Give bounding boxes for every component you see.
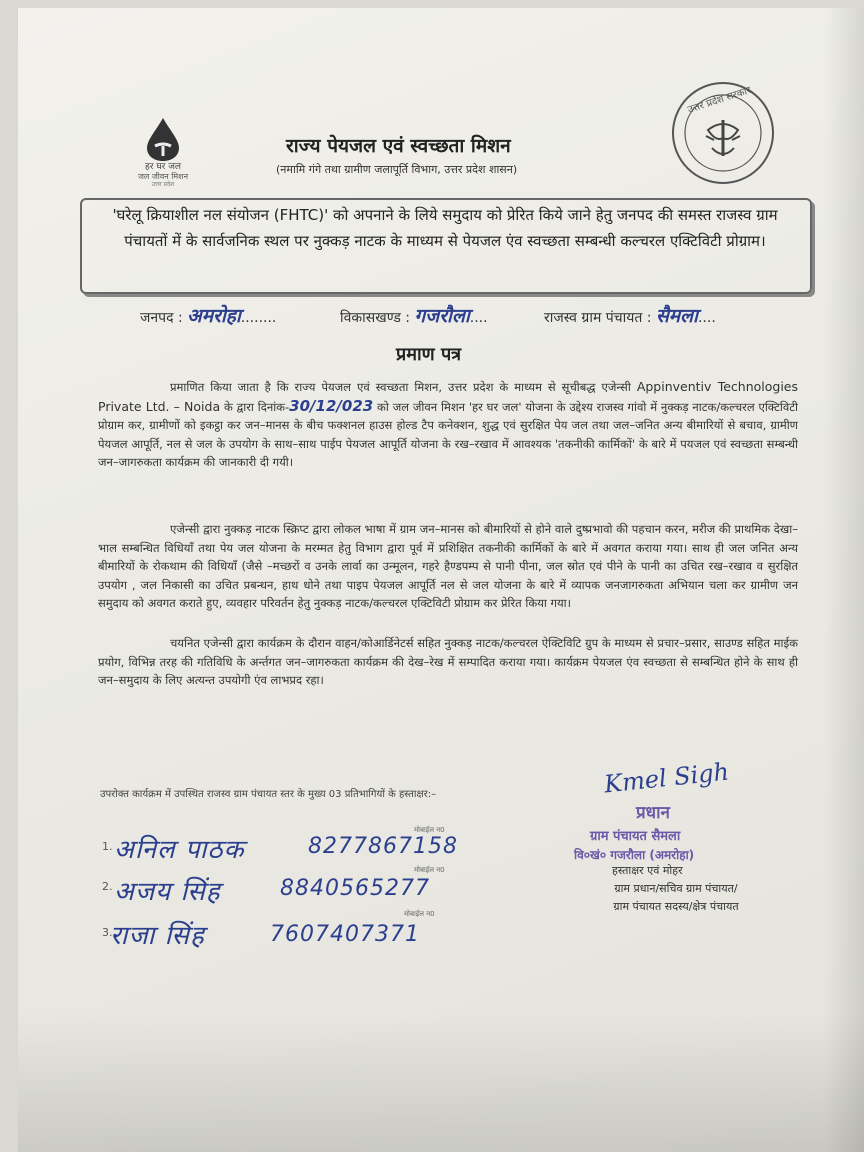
panchayat-value: सैमला — [655, 305, 698, 327]
participant-name-3: राजा सिंह — [110, 921, 205, 951]
para1-body: को जल जीवन मिशन 'हर घर जल' योजना के उद्देश्य राजस्व गांवो में नुक्कड़ नाटक/कल्चरल एक्टिविटी प्रोग्राम कर, ग्रामीणों को इकट्ठा कर जन–मानस के बीच फक्शनल हाउस होल्ड टैप कनेक्शन, शुद्ध एवं सुरक्षित पेय जल तथा जल–जनित अन्य बीमारियों से बचाव, ग्रामीण पेयजल आपूर्ति, नल से जल के उपयोग के साथ–साथ पाईप पेयजल आपूर्ति योजना के रख–रखाव में आवश्यक 'तकनीकी कार्मिकों' के बारे में पयजल एवं स्वच्छता सम्बन्धी जन–जागरुकता कार्यक्रम की जानकारी दी गयी। — [98, 399, 799, 470]
paragraph-3 — [98, 634, 798, 690]
date-value: 30/12/023 — [289, 396, 374, 415]
program-box-text: 'घरेलू क्रियाशील नल संयोजन (FHTC)' को अपनाने के लिये समुदाय को प्रेरित किये जाने हेतु जनपद की समस्त राजस्व ग्राम पंचायतों में के सार्वजनिक स्थल पर नुक्कड़ नाटक के माध्यम से पेयजल एंव स्वच्छता सम्बन्धी कल्चरल एक्टिविटी प्रोग्राम। — [112, 206, 778, 250]
panchayat-field — [544, 302, 716, 328]
mission-subtitle: (नमामि गंगे तथा ग्रामीण जलापूर्ति विभाग, उत्तर प्रदेश शासन) — [276, 163, 518, 176]
stamp-pradhan: प्रधान — [636, 803, 670, 823]
pradhan-signature: Kmel Sigh — [602, 757, 731, 799]
block-value: गजरौला — [414, 305, 470, 327]
district-dots: ........ — [240, 310, 277, 326]
participant-phone-1: 8277867158 — [308, 834, 458, 859]
seal-text: उत्तर प्रदेश सरकार — [686, 85, 753, 116]
logo-text-1: हर घर जल — [145, 162, 181, 172]
para1-intro: प्रमाणित किया जाता है कि राज्य पेयजल एवं स्वच्छता मिशन, उत्तर प्रदेश के माध्यम से सूचीबद्ध एजेन्सी — [170, 380, 631, 394]
participant-phone-3: 7607407371 — [270, 922, 420, 947]
page-shadow-right — [824, 8, 864, 1152]
block-dots: .... — [469, 310, 488, 326]
block-field — [340, 302, 488, 328]
panchayat-label: राजस्व ग्राम पंचायत : — [544, 310, 652, 326]
stamp-address: वि०खं० गजरौला (अमरोहा) — [574, 848, 695, 862]
water-drop-icon — [141, 116, 185, 162]
block-label: विकासखण्ड : — [340, 310, 411, 326]
participant-num-3: 3. — [102, 926, 113, 939]
page-shadow-bottom — [18, 1012, 864, 1152]
roles-line-1: ग्राम प्रधान/सचिव ग्राम पंचायत/ — [614, 882, 738, 895]
paragraph-1 — [98, 378, 798, 472]
agency-name: Appinventiv Technologies Private Ltd. – Noida — [98, 379, 799, 414]
stamp-office: ग्राम पंचायत सैमला — [590, 829, 681, 844]
para3-body: चयनित एजेन्सी द्वारा कार्यक्रम के दौरान वाहन/कोआर्डिनेटर्स सहित नुक्कड़ नाटक/कल्चरल ऐक्टिविटि ग्रुप के माध्यम से प्रचार–प्रसार, साउण्ड सहित माईक प्रयोग, विभिन्न तरह की गतिविधि के अर्न्तगत जन–जागरुकता कार्यक्रम की देख–रेख में सम्पादित कराया गया। कार्यक्रम पेयजल एंव स्वच्छता से सम्बन्धित होने के साथ ही जन–समुदाय के लिए अत्यन्त उपयोगी एंव लाभप्रद रहा। — [98, 636, 798, 688]
mobile-label-2: मोबाईल न0 — [414, 866, 445, 874]
document-page — [18, 8, 864, 1152]
signatory-roles — [566, 880, 786, 916]
mobile-label-1: मोबाईल न0 — [414, 826, 445, 834]
participant-phone-2: 8840565277 — [280, 876, 430, 901]
participants-note: उपरोक्त कार्यक्रम में उपस्थित राजस्व ग्राम पंचायत स्तर के मुख्य 03 प्रतिभागियों के हस्ताक्षर:– — [100, 789, 437, 800]
mobile-label-3: मोबाईल न0 — [404, 910, 435, 918]
logo-text-2: जल जीवन मिशन — [137, 172, 189, 181]
jal-jeevan-mission-logo — [108, 116, 218, 196]
date-label: के द्वारा दिनांक- — [223, 399, 290, 414]
participant-name-1: अनिल पाठक — [114, 835, 245, 865]
district-value: अमरोहा — [187, 305, 241, 327]
sign-and-seal-label: हस्ताक्षर एवं मोहर — [612, 864, 683, 877]
paragraph-2 — [98, 520, 798, 613]
participant-num-1: 1. — [102, 840, 113, 853]
participant-num-2: 2. — [102, 880, 113, 893]
para2-body: एजेन्सी द्वारा नुक्कड़ नाटक स्क्रिप्ट द्वारा लोकल भाषा में ग्राम जन–मानस को बीमारियों से होने वाले दुष्प्रभावो की पहचान करन, मरीज की प्राथमिक देखा–भाल सम्बन्धित विधियाँ तथा पेय जल योजना के मरम्मत हेतु विभाग द्वारा पूर्व में प्रशिक्षित तकनीकी कार्मिकों के बारे में अवगत कराया गया। साथ ही जल जनित अन्य बीमारियों के रोकथाम की विधियाँ (जैसे –मच्छरों व उनके लार्वा का उन्मूलन, गहरे हैण्डपम्प से पानी पीना, जल स्रोत एवं पीने के पानी का उचित रख–रखाव व सुरक्षित उपयोग , जल निकासी का उचित प्रबन्धन, हाथ धोने तथा पाइप पेयजल आपूर्ति नल से जल योजना के बारे में व्यापक जनजागरुकता अभियान चला कर ग्रामीण जन समुदाय को अवगत कराते हुए, व्यवहार परिवर्तन हेतु नुक्कड़ नाटक/कल्चरल एक्टिविटी प्रोग्राम कर प्रेरित किया गया। — [98, 522, 798, 611]
mission-title: राज्य पेयजल एवं स्वच्छता मिशन — [286, 135, 511, 157]
logo-text-3: उत्तर प्रदेश — [151, 181, 175, 188]
participant-name-2: अजय सिंह — [114, 877, 221, 907]
roles-line-2: ग्राम पंचायत सदस्य/क्षेत्र पंचायत — [613, 900, 739, 913]
district-field — [140, 302, 276, 328]
panchayat-dots: .... — [697, 310, 716, 326]
district-label: जनपद : — [140, 310, 183, 326]
certificate-title: प्रमाण पत्र — [396, 344, 462, 365]
